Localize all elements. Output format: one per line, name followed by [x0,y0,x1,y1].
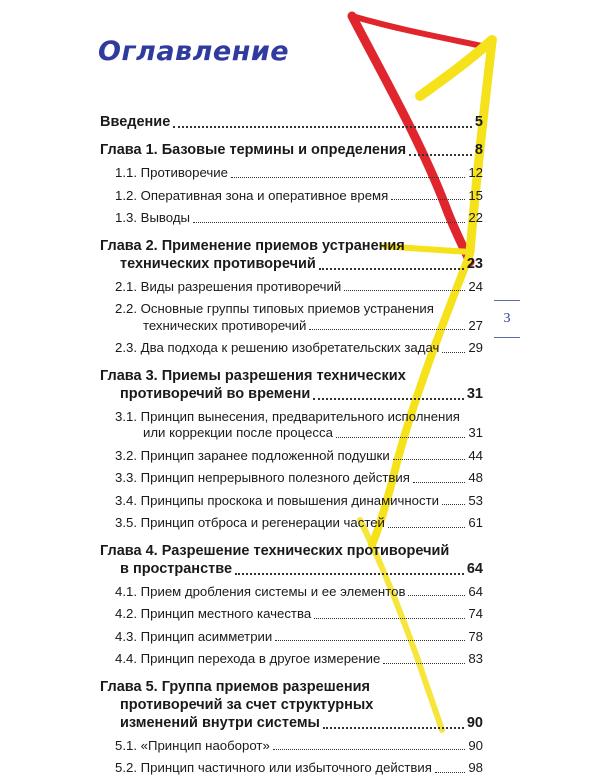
toc-section-entry[interactable] [100,165,483,182]
toc-section-entry[interactable] [100,340,483,357]
toc-leader-dots [319,268,464,270]
toc-chapter-entry[interactable] [100,237,483,273]
toc-section-entry[interactable] [100,584,483,601]
toc-section-entry[interactable] [100,470,483,487]
toc-section-entry[interactable] [100,493,483,510]
toc-page-number: 78 [468,628,483,644]
toc-page-number: 8 [474,142,483,158]
toc-entry-label: технических противоречий [120,255,316,272]
toc-entry-label: Глава 3. Приемы разрешения технических [100,367,406,384]
toc-section-entry[interactable] [100,651,483,668]
toc-entry-label: 4.1. Прием дробления системы и ее элементов [115,583,406,599]
toc-entry-label: Глава 4. Разрешение технических противоречий [100,542,450,559]
toc-entry-label: 4.2. Принцип местного качества [115,606,312,621]
toc-page-number: 31 [466,385,483,402]
toc-entry-label: Глава 2. Применение приемов устранения [100,237,405,254]
toc-entry-label: изменений внутри системы [120,714,320,731]
toc-chapter-entry[interactable] [100,113,483,131]
toc-entry-label: 1.3. Выводы [115,210,191,225]
toc-leader-dots [314,618,465,619]
toc-page-number: 24 [468,278,483,294]
toc-entry-label: 2.3. Два подхода к решению изобретательских задач [115,340,440,355]
toc-page-number: 74 [468,606,483,621]
page-number: 3 [494,300,520,338]
toc-page-number: 12 [468,165,483,180]
toc-entry-label: Введение [100,114,171,130]
toc-page-number: 83 [468,651,483,666]
toc-leader-dots [313,398,464,400]
toc-leader-dots [442,504,465,505]
toc-section-entry[interactable] [100,629,483,646]
toc-leader-dots [235,573,464,575]
toc-page-number: 90 [468,737,483,753]
toc-page-number: 48 [468,470,483,485]
toc-section-entry[interactable] [100,448,483,465]
toc-page-number: 64 [468,583,483,599]
toc-leader-dots [383,663,465,664]
toc-leader-dots [323,727,464,729]
toc-page-number: 23 [466,255,483,272]
toc-section-entry[interactable] [100,188,483,205]
toc-page-number: 53 [468,492,483,508]
toc-entry-label: или коррекции после процесса [143,425,333,440]
toc-page-number: 22 [468,210,483,225]
toc-leader-dots [413,482,465,483]
toc-section-entry[interactable] [100,606,483,623]
toc-leader-dots [409,154,472,156]
toc-entry-label: 4.3. Принцип асимметрии [115,628,273,644]
toc-leader-dots [442,352,465,353]
toc-entry-label: 3.1. Принцип вынесения, предварительного исполнения [115,408,460,424]
toc-leader-dots [275,640,465,641]
toc-section-entry[interactable] [100,409,483,442]
toc-section-entry[interactable] [100,515,483,532]
toc-page-number: 15 [468,187,483,203]
toc-page-number: 29 [468,340,483,355]
toc-leader-dots [435,772,465,773]
toc-page-number: 64 [466,560,483,577]
toc-entry-label: Глава 1. Базовые термины и определения [100,142,407,158]
toc-entry-label: 2.1. Виды разрешения противоречий [115,278,342,294]
toc-section-entry[interactable] [100,210,483,227]
toc-page-number: 44 [468,447,483,463]
toc-leader-dots [231,177,465,178]
toc-entry-label: 3.3. Принцип непрерывного полезного действия [115,470,410,485]
toc-leader-dots [336,437,465,438]
toc-entry-label: 5.1. «Принцип наоборот» [115,737,270,753]
toc-entry-label: противоречий во времени [120,385,311,402]
table-of-contents [100,113,483,777]
toc-entry-label: 1.2. Оперативная зона и оперативное время [115,187,389,203]
toc-leader-dots [173,126,472,128]
toc-leader-dots [393,459,466,460]
toc-entry-label: 3.4. Принципы проскока и повышения динамичности [115,492,439,508]
toc-chapter-entry[interactable] [100,678,483,732]
toc-entry-label: 1.1. Противоречие [115,165,228,180]
toc-chapter-entry[interactable] [100,367,483,403]
toc-leader-dots [344,290,465,291]
toc-leader-dots [408,595,465,596]
toc-entry-label: 5.2. Принцип частичного или избыточного действия [115,760,432,775]
toc-entry-label: технических противоречий [143,317,307,333]
toc-section-entry[interactable] [100,301,483,334]
toc-entry-label: 3.2. Принцип заранее подложенной подушки [115,447,390,463]
toc-chapter-entry[interactable] [100,542,483,578]
toc-leader-dots [388,527,465,528]
yellow-brush-stroke-top [420,40,492,96]
toc-entry-label: 3.5. Принцип отброса и регенерации частей [115,515,385,530]
toc-section-entry[interactable] [100,738,483,755]
toc-page-number: 61 [468,515,483,530]
toc-page-number: 98 [468,760,483,775]
toc-section-entry[interactable] [100,760,483,777]
page-title: Оглавление [98,36,290,67]
toc-entry-label: 2.2. Основные группы типовых приемов устранения [115,301,434,316]
toc-chapter-entry[interactable] [100,141,483,159]
toc-page-number: 5 [474,114,483,130]
red-brush-stroke-top [352,16,492,48]
toc-leader-dots [391,199,465,200]
toc-entry-label: противоречий за счет структурных [120,696,374,713]
toc-entry-label: в пространстве [120,560,233,577]
toc-section-entry[interactable] [100,279,483,296]
toc-entry-label: Глава 5. Группа приемов разрешения [100,678,370,695]
toc-leader-dots [309,329,465,330]
toc-page-number: 27 [468,317,483,333]
toc-leader-dots [193,222,465,223]
toc-page-number: 90 [466,714,483,731]
toc-entry-label: 4.4. Принцип перехода в другое измерение [115,651,381,666]
toc-page-number: 31 [468,425,483,440]
